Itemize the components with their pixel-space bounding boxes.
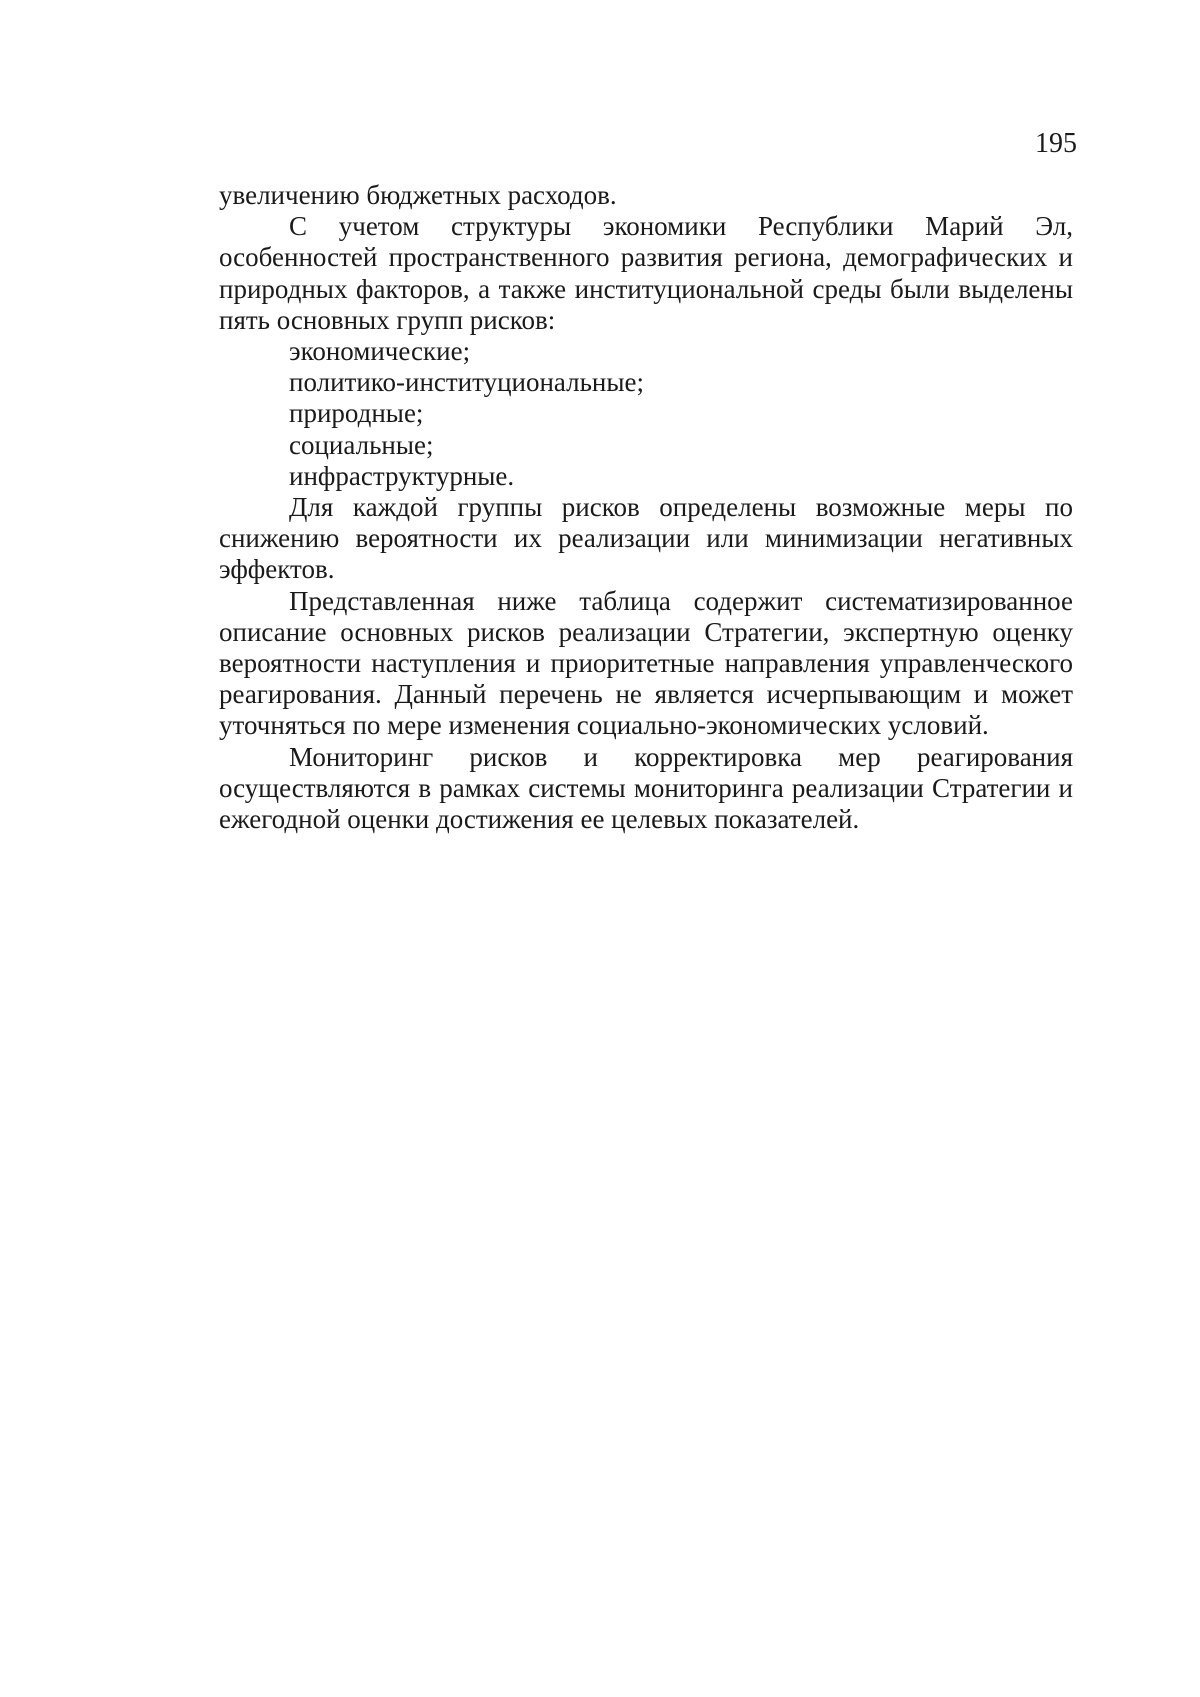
list-item: инфраструктурные. (289, 460, 515, 491)
page-number: 195 (1035, 128, 1077, 159)
risk-groups-list (219, 336, 1073, 492)
list-item: природные; (289, 398, 424, 429)
paragraph-risk-groups-intro: С учетом структуры экономики Республики Марий Эл, особенностей пространственного развития региона, демографических и природных факторов, а также институциональной среды были выделены пять основных групп рисков: (219, 211, 1073, 335)
list-item: политико-институциональные; (289, 367, 645, 398)
list-item: экономические; (289, 336, 471, 367)
paragraph-measures: Для каждой группы рисков определены возможные меры по снижению вероятности их реализации или минимизации негативных эффектов. (219, 492, 1073, 585)
document-body (219, 180, 1073, 835)
paragraph-table-description: Представленная ниже таблица содержит систематизированное описание основных рисков реализации Стратегии, экспертную оценку вероятности наступления и приоритетные направления управленческого реагирования. Данный перечень не является исчерпывающим и может уточняться по мере изменения социально-экономических условий. (219, 585, 1073, 741)
paragraph-monitoring: Мониторинг рисков и корректировка мер реагирования осуществляются в рамках системы мониторинга реализации Стратегии и ежегодной оценки достижения ее целевых показателей. (219, 741, 1073, 835)
paragraph-continuation: увеличению бюджетных расходов. (219, 180, 617, 210)
list-item: социальные; (289, 429, 434, 460)
